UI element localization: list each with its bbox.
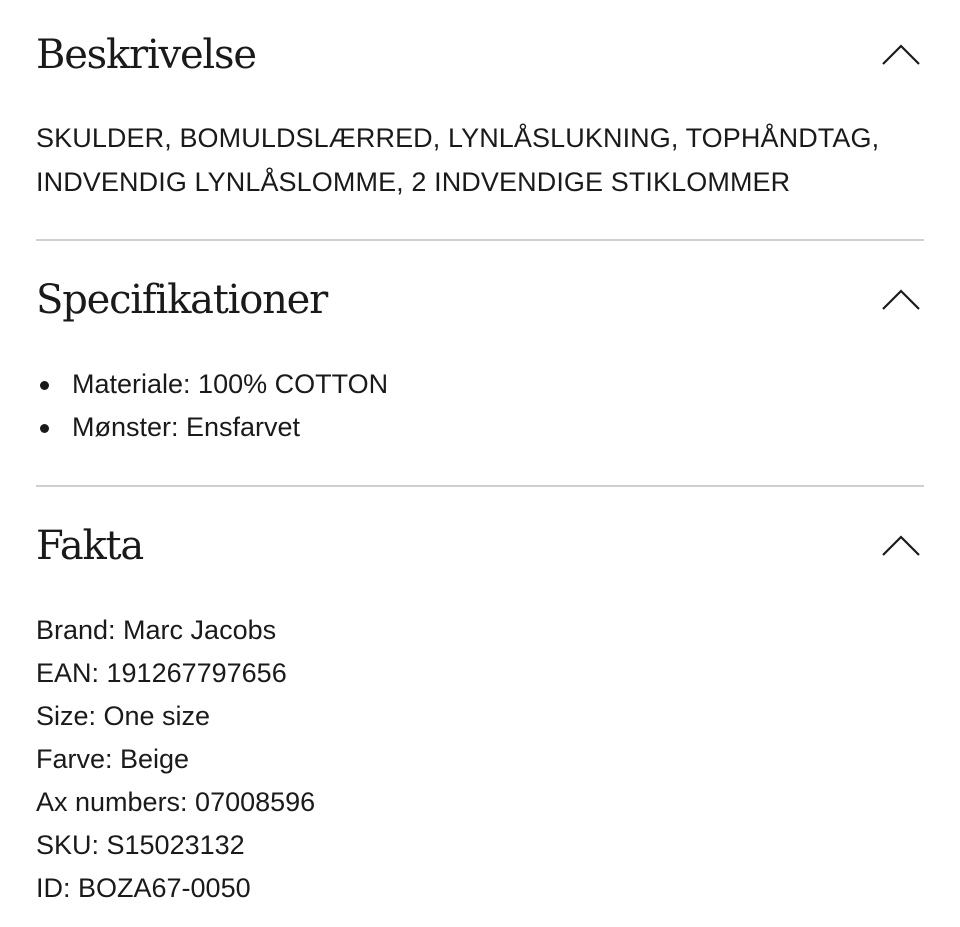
- description-line: SKULDER, BOMULDSLÆRRED, LYNLÅSLUKNING, TOPHÅNDTAG,: [36, 123, 880, 153]
- spec-item-label: Materiale: 100% COTTON: [72, 369, 389, 399]
- section-description: [36, 25, 924, 85]
- fact-sku: SKU: S15023132: [36, 830, 245, 860]
- section-facts-body: [36, 609, 924, 910]
- section-description-body: [36, 116, 924, 204]
- spec-list: [36, 363, 924, 449]
- fact-color: Farve: Beige: [36, 744, 190, 774]
- section-specifications-header[interactable]: [36, 270, 924, 330]
- description-line: INDVENDIG LYNLÅSLOMME, 2 INDVENDIGE STIKLOMMER: [36, 167, 791, 197]
- chevron-up-icon[interactable]: [882, 44, 920, 66]
- fact-ax-number: Ax numbers: 07008596: [36, 787, 316, 817]
- section-specifications-title: Specifikationer: [36, 277, 328, 323]
- bullet-icon: [40, 381, 49, 390]
- section-specifications-body: [36, 363, 924, 449]
- divider: [36, 239, 924, 241]
- list-item: [36, 406, 924, 449]
- section-facts: [36, 516, 924, 576]
- chevron-up-icon[interactable]: [882, 289, 920, 311]
- section-description-title: Beskrivelse: [36, 32, 256, 78]
- divider: [36, 485, 924, 487]
- fact-size: Size: One size: [36, 701, 211, 731]
- section-facts-title: Fakta: [36, 523, 144, 569]
- section-facts-header[interactable]: [36, 516, 924, 576]
- bullet-icon: [40, 424, 49, 433]
- section-description-header[interactable]: [36, 25, 924, 85]
- chevron-up-icon[interactable]: [882, 535, 920, 557]
- fact-id: ID: BOZA67-0050: [36, 873, 251, 903]
- section-specifications: [36, 270, 924, 330]
- fact-ean: EAN: 191267797656: [36, 658, 287, 688]
- list-item: [36, 363, 924, 406]
- spec-item-label: Mønster: Ensfarvet: [72, 412, 301, 442]
- fact-brand: Brand: Marc Jacobs: [36, 615, 277, 645]
